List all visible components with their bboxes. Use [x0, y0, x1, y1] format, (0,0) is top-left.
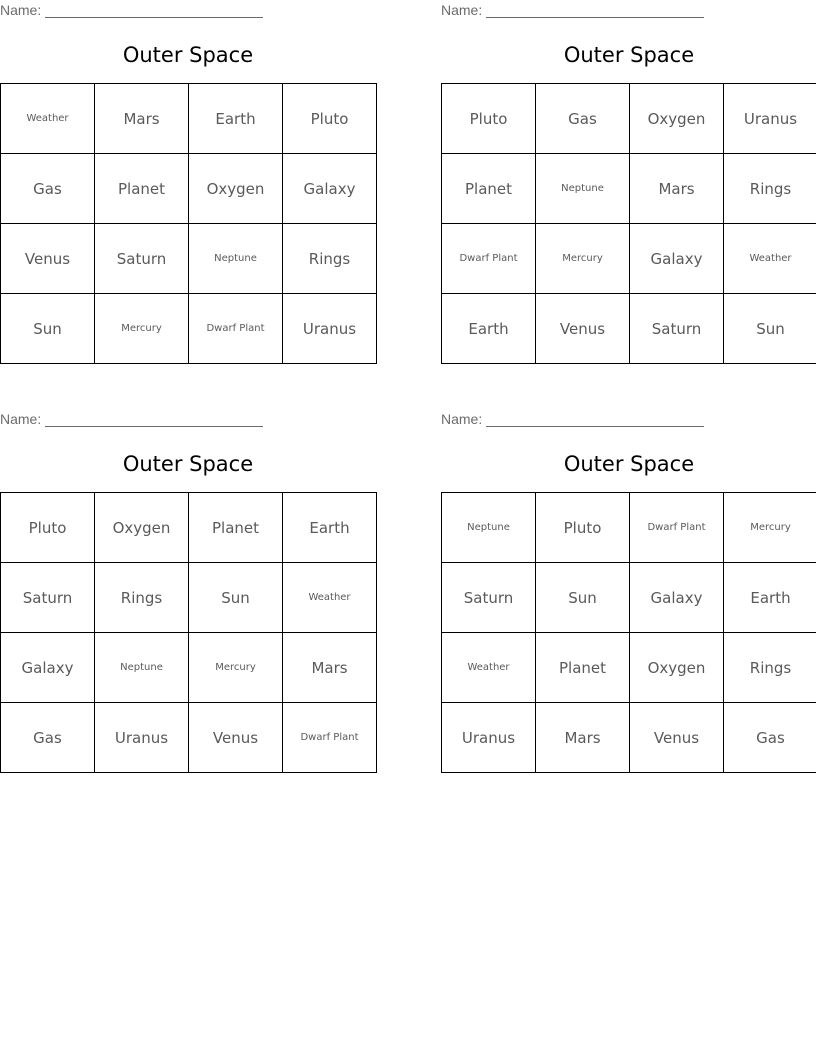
card-title: Outer Space	[122, 43, 254, 67]
grid-row	[442, 294, 816, 364]
bingo-cell: Rings	[283, 224, 377, 294]
bingo-grid	[0, 83, 377, 364]
grid-row	[442, 563, 816, 633]
bingo-cell: Neptune	[95, 633, 189, 703]
bingo-cell: Mercury	[724, 493, 816, 563]
bingo-cell: Earth	[189, 84, 283, 154]
bingo-cell: Mercury	[189, 633, 283, 703]
bingo-cell: Gas	[536, 84, 630, 154]
grid-row	[442, 224, 816, 294]
bingo-cell: Oxygen	[630, 84, 724, 154]
grid-row	[1, 294, 377, 364]
bingo-cell: Uranus	[724, 84, 816, 154]
bingo-cell: Sun	[724, 294, 816, 364]
bingo-cell: Planet	[536, 633, 630, 703]
bingo-cell: Rings	[95, 563, 189, 633]
bingo-cell: Venus	[189, 703, 283, 773]
name-field	[441, 2, 704, 20]
name-label: Name:	[441, 411, 483, 427]
grid-row	[1, 493, 377, 563]
card-title: Outer Space	[563, 43, 695, 67]
bingo-cell: Dwarf Plant	[189, 294, 283, 364]
bingo-cell: Sun	[189, 563, 283, 633]
bingo-cell: Pluto	[283, 84, 377, 154]
name-field	[441, 411, 704, 429]
bingo-cell: Uranus	[95, 703, 189, 773]
bingo-cell: Galaxy	[630, 224, 724, 294]
bingo-cell: Oxygen	[630, 633, 724, 703]
grid-row	[442, 493, 816, 563]
grid-row	[442, 154, 816, 224]
bingo-cell: Galaxy	[630, 563, 724, 633]
bingo-cell: Planet	[442, 154, 536, 224]
grid-row	[1, 224, 377, 294]
bingo-cell: Venus	[1, 224, 95, 294]
bingo-cell: Venus	[536, 294, 630, 364]
bingo-cell: Rings	[724, 633, 816, 703]
bingo-cell: Mercury	[536, 224, 630, 294]
bingo-cell: Weather	[442, 633, 536, 703]
bingo-cell: Neptune	[442, 493, 536, 563]
bingo-cell: Mars	[536, 703, 630, 773]
grid-row	[442, 633, 816, 703]
bingo-cell: Weather	[1, 84, 95, 154]
bingo-cell: Neptune	[536, 154, 630, 224]
bingo-cell: Sun	[1, 294, 95, 364]
name-label: Name:	[0, 411, 42, 427]
bingo-cell: Oxygen	[95, 493, 189, 563]
bingo-cell: Oxygen	[189, 154, 283, 224]
bingo-cell: Dwarf Plant	[442, 224, 536, 294]
bingo-cell: Galaxy	[283, 154, 377, 224]
bingo-cell: Saturn	[630, 294, 724, 364]
bingo-cell: Venus	[630, 703, 724, 773]
name-label: Name:	[0, 2, 42, 18]
bingo-cell: Pluto	[1, 493, 95, 563]
bingo-cell: Saturn	[1, 563, 95, 633]
bingo-cell: Mars	[630, 154, 724, 224]
bingo-cell: Earth	[442, 294, 536, 364]
grid-row	[1, 154, 377, 224]
card-title: Outer Space	[122, 452, 254, 476]
name-field	[0, 411, 263, 429]
name-line	[486, 412, 704, 427]
grid-row	[1, 563, 377, 633]
name-label: Name:	[441, 2, 483, 18]
bingo-cell: Neptune	[189, 224, 283, 294]
bingo-cell: Mars	[283, 633, 377, 703]
bingo-cell: Gas	[1, 154, 95, 224]
bingo-cell: Earth	[724, 563, 816, 633]
bingo-cell: Dwarf Plant	[283, 703, 377, 773]
bingo-cell: Earth	[283, 493, 377, 563]
grid-row	[442, 703, 816, 773]
name-line	[45, 3, 263, 18]
bingo-cell: Uranus	[283, 294, 377, 364]
bingo-cell: Saturn	[442, 563, 536, 633]
bingo-cell: Dwarf Plant	[630, 493, 724, 563]
grid-row	[1, 703, 377, 773]
bingo-cell: Pluto	[536, 493, 630, 563]
bingo-grid	[441, 83, 816, 364]
bingo-cell: Weather	[283, 563, 377, 633]
bingo-cell: Galaxy	[1, 633, 95, 703]
bingo-cell: Planet	[95, 154, 189, 224]
name-line	[486, 3, 704, 18]
bingo-cell: Sun	[536, 563, 630, 633]
grid-row	[1, 84, 377, 154]
bingo-cell: Saturn	[95, 224, 189, 294]
bingo-cell: Pluto	[442, 84, 536, 154]
bingo-cell: Mercury	[95, 294, 189, 364]
bingo-cell: Weather	[724, 224, 816, 294]
card-title: Outer Space	[563, 452, 695, 476]
bingo-cell: Mars	[95, 84, 189, 154]
bingo-cell: Rings	[724, 154, 816, 224]
name-line	[45, 412, 263, 427]
name-field	[0, 2, 263, 20]
bingo-cell: Planet	[189, 493, 283, 563]
grid-row	[1, 633, 377, 703]
bingo-cell: Gas	[724, 703, 816, 773]
bingo-cell: Uranus	[442, 703, 536, 773]
grid-row	[442, 84, 816, 154]
bingo-grid	[0, 492, 377, 773]
bingo-grid	[441, 492, 816, 773]
bingo-cell: Gas	[1, 703, 95, 773]
